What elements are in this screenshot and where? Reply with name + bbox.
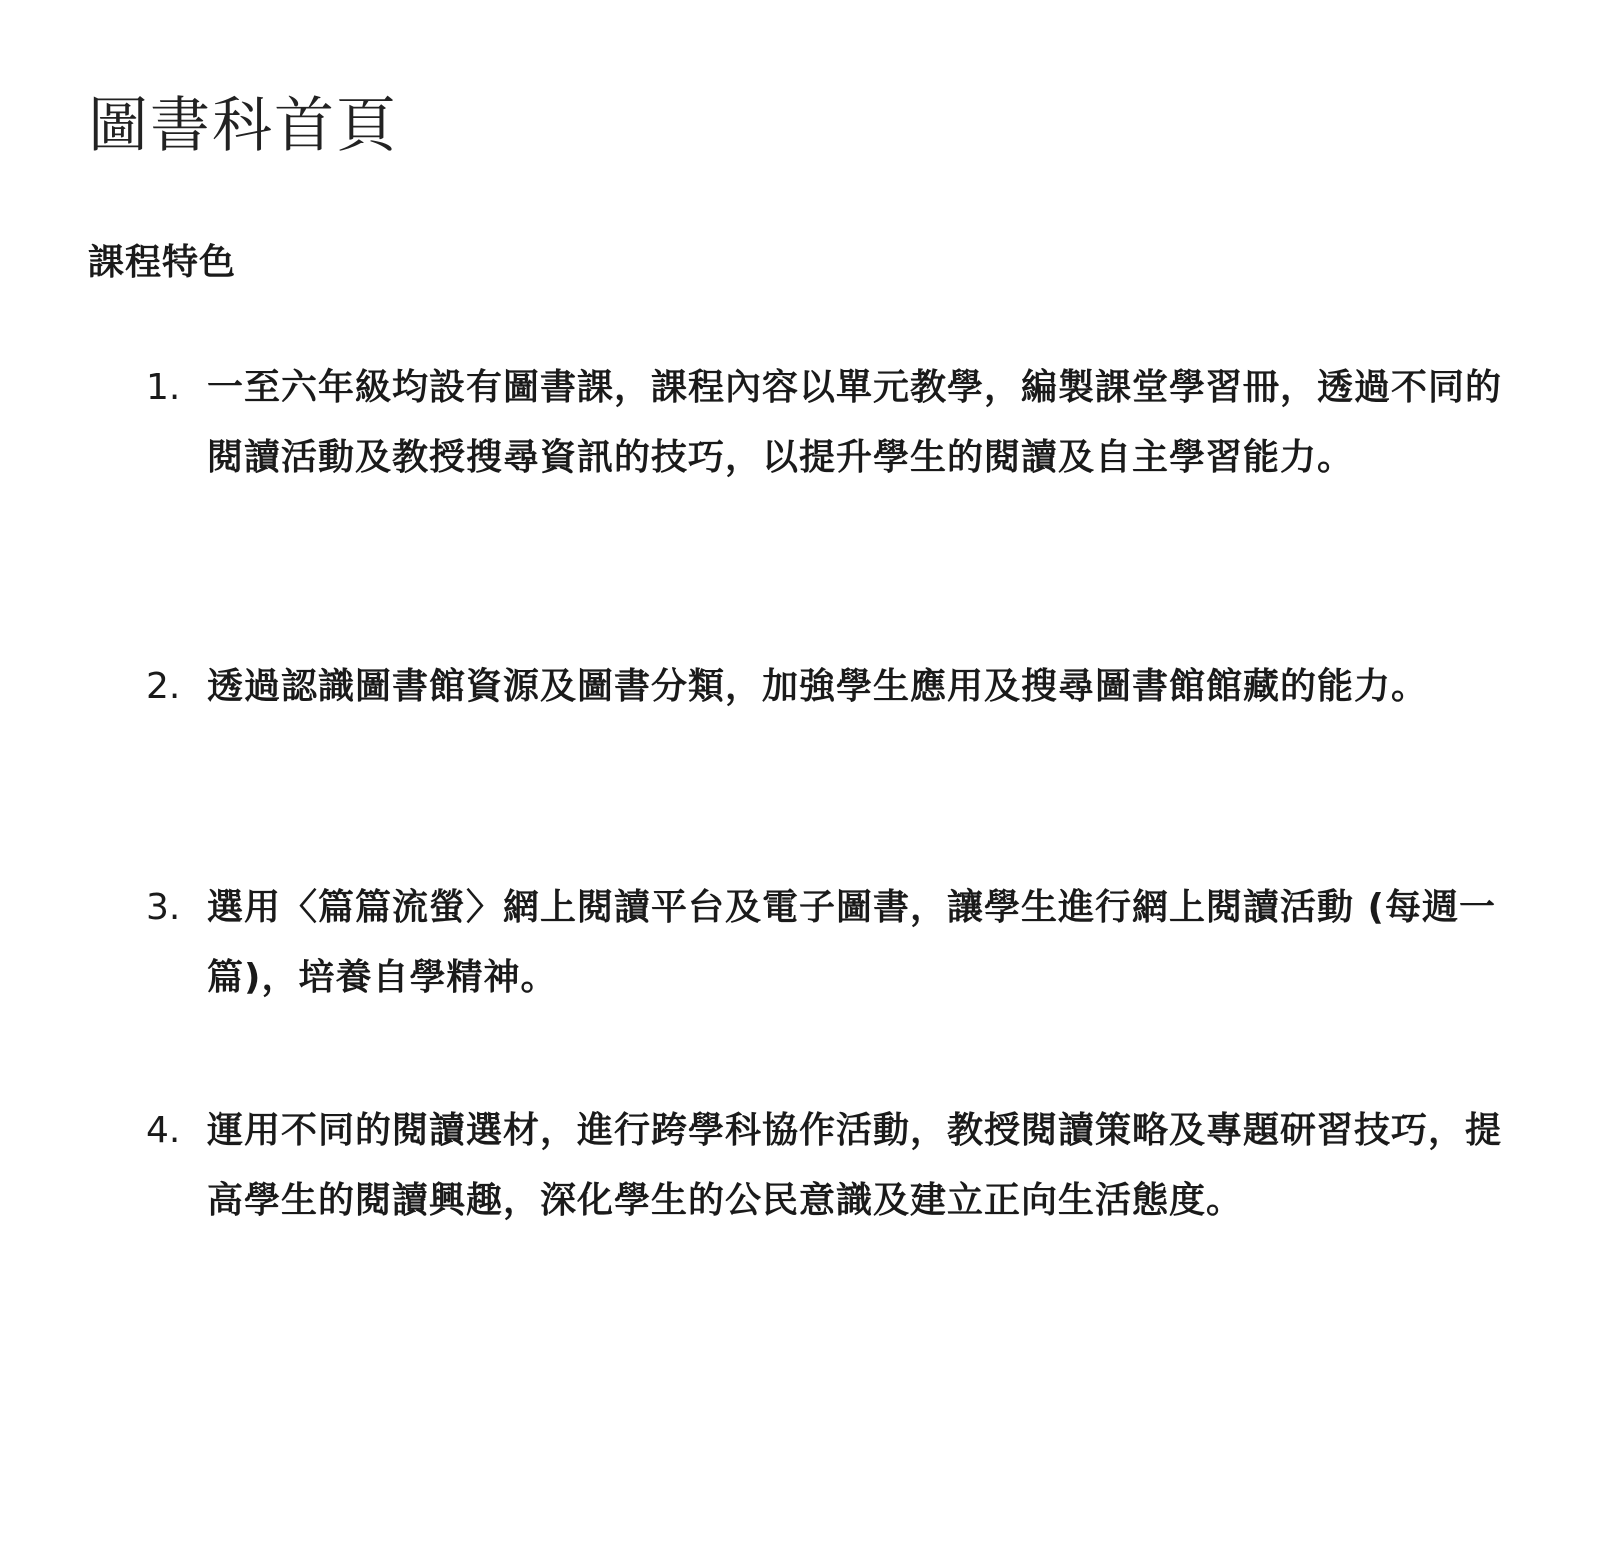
- page-title: 圖書科首頁: [88, 91, 398, 161]
- list-item-text: 透過認識圖書館資源及圖書分類，加強學生應用及搜尋圖書館館藏的能力。: [207, 666, 1429, 707]
- list-item-number: 3.: [146, 887, 181, 928]
- list-item-number: 4.: [146, 1110, 181, 1151]
- list-item-text: 一至六年級均設有圖書課，課程內容以單元教學，編製課堂學習冊，透過不同的閱讀活動及教授搜尋資訊的技巧，以提升學生的閱讀及自主學習能力。: [207, 367, 1503, 478]
- list-item-text: 選用〈篇篇流螢〉網上閱讀平台及電子圖書，讓學生進行網上閱讀活動 (每週一篇)，培養自學精神。: [207, 887, 1496, 998]
- list-item-number: 2.: [146, 666, 181, 707]
- list-item-text: 運用不同的閱讀選材，進行跨學科協作活動，教授閱讀策略及專題研習技巧，提高學生的閱讀興趣，深化學生的公民意識及建立正向生活態度。: [207, 1110, 1503, 1221]
- section-heading-course-features: 課程特色: [88, 242, 237, 283]
- list-item-number: 1.: [146, 367, 181, 408]
